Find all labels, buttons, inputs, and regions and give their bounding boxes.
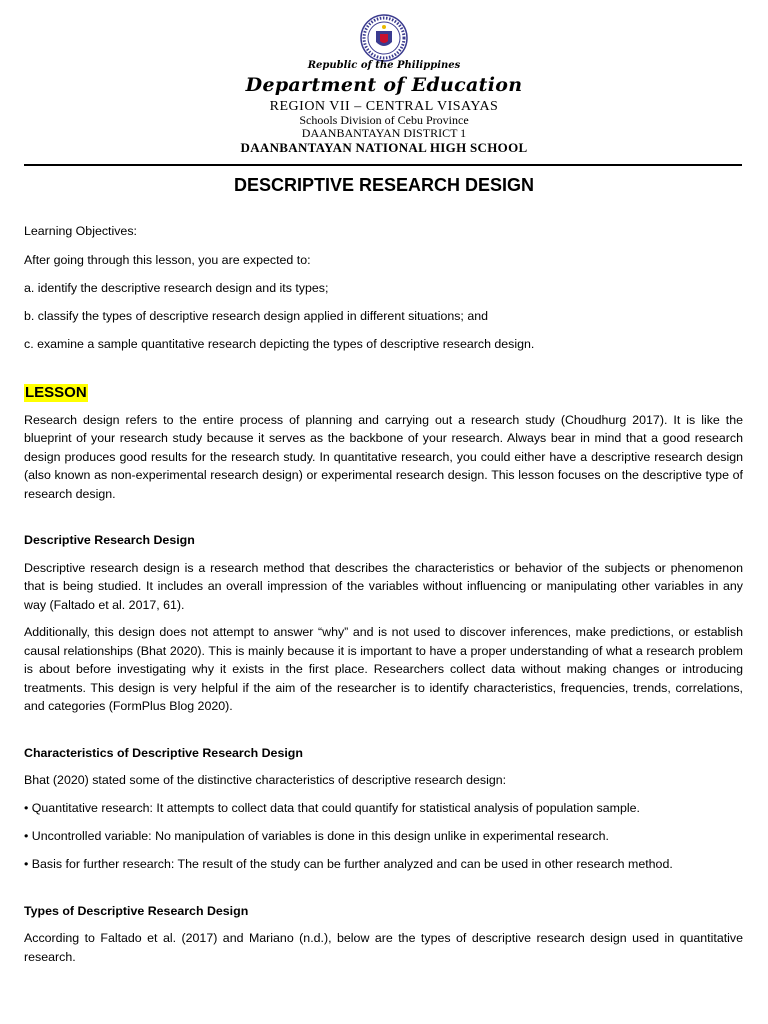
division-line: Schools Division of Cebu Province	[299, 113, 469, 127]
header-divider	[24, 164, 742, 166]
paragraph: According to Faltado et al. (2017) and Mariano (n.d.), below are the types of descriptive research design used in quantitative research.	[24, 931, 743, 964]
bullet-item: • Quantitative research: It attempts to collect data that could quantify for statistical analysis of population sample.	[24, 801, 640, 815]
section-heading: Descriptive Research Design	[24, 533, 195, 547]
deped-seal-icon	[360, 14, 408, 62]
paragraph: Bhat (2020) stated some of the distinctive characteristics of descriptive research design:	[24, 773, 507, 787]
document-body	[24, 222, 743, 966]
bullet-item: • Uncontrolled variable: No manipulation of variables is done in this design unlike in experimental research.	[24, 829, 609, 843]
district-line: DAANBANTAYAN DISTRICT 1	[301, 126, 467, 140]
objective-item: c. examine a sample quantitative research depicting the types of descriptive research design.	[24, 336, 535, 351]
objectives-intro: After going through this lesson, you are expected to:	[24, 252, 311, 267]
objectives-label: Learning Objectives:	[24, 224, 137, 238]
bullet-item: • Basis for further research: The result of the study can be further analyzed and can be used in other research method.	[24, 857, 673, 871]
lesson-intro: Research design refers to the entire process of planning and carrying out a research study (Choudhurg 2017). It is like the blueprint of your research study because it serves as the backbone of your research. Always bear in mind that a good research design produces good results for the research study. In quantitative research, you could either have a descriptive research design (also known as non-experimental research design) or experimental research design. This lesson focuses on the descriptive type of research design.	[24, 412, 743, 501]
objective-item: a. identify the descriptive research design and its types;	[24, 280, 329, 295]
lesson-heading: LESSON	[25, 384, 87, 401]
lesson-heading-wrap	[24, 384, 743, 403]
section-heading: Types of Descriptive Research Design	[24, 903, 249, 918]
section-heading: Characteristics of Descriptive Research Design	[24, 745, 303, 760]
objective-item: b. classify the types of descriptive research design applied in different situations; and	[24, 308, 488, 323]
department-name: Department of Education	[245, 74, 523, 96]
paragraph: Additionally, this design does not attempt to answer “why” and is not used to discover inferences, make predictions, or establish causal relationships (Bhat 2020). This is mainly because it is important to have a proper understanding of what a research problem is about before investigating why it exists in the first place. Researchers collect data without making changes or introducing treatments. This design is very helpful if the aim of the researcher is to identify characteristics, frequencies, trends, correlations, and categories (FormPlus Blog 2020).	[24, 625, 743, 713]
page-title: DESCRIPTIVE RESEARCH DESIGN	[233, 175, 535, 195]
paragraph: Descriptive research design is a research method that describes the characteristics or behavior of the subjects or phenomenon that is being studied. It includes an overall impression of the variables without influencing or manipulating other variables in any way (Faltado et al. 2017, 61).	[24, 560, 743, 612]
republic-line: Republic of the Philippines	[307, 60, 461, 71]
region-line: REGION VII – CENTRAL VISAYAS	[269, 99, 499, 114]
school-name: DAANBANTAYAN NATIONAL HIGH SCHOOL	[240, 140, 528, 155]
